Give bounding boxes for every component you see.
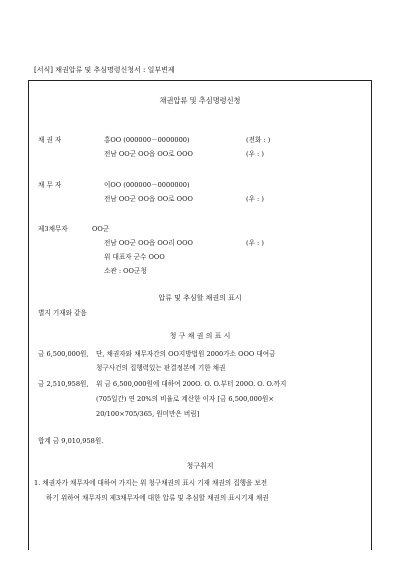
purpose-line-1: 1. 채권자가 채무자에 대하여 가지는 위 청구채권의 표시 기재 채권의 집행을 보전 [34,479,268,487]
third-debtor-jurisdiction: 소관 : OO군청 [104,267,147,275]
claim-amount-2: 금 2,510,958원, [38,380,89,388]
debtor-label: 채 무 자 [38,181,62,189]
debtor-address: 전남 OO군 OO읍 OO로 OOO [104,195,193,203]
seized-claim-title: 압류 및 추심할 채권의 표시 [158,294,242,302]
claim-desc-2-line-3: 20/100×705/365, 원미만은 버림] [96,410,200,418]
third-debtor-zip: (우 : ) [246,239,264,247]
claim-desc-1-line-2: 청구사건의 집행력있는 판결정본에 기한 채권 [96,364,226,372]
document-title: 채권압류 및 추심명령신청 [159,96,241,105]
debtor-zip: (우 : ) [246,195,264,203]
third-debtor-representative: 위 대표자 군수 OOO [104,253,165,261]
creditor-phone: (전화 : ) [246,136,271,144]
claim-desc-1-line-1: 단, 채권자와 채무자간의 OO지방법원 2000가소 OOO 대여금 [96,350,276,358]
claim-desc-2-line-1: 위 금 6,500,000원에 대하여 200O. O. O.부터 200O. O. O.까지 [96,380,287,388]
document-caption: [서식] 채권압류 및 추심명령신청서 : 일부변제 [34,66,175,74]
purpose-title: 청구취지 [186,462,214,470]
debtor-name: 이OO (000000－0000000) [104,181,190,189]
creditor-name: 홍OO (000000－0000000) [104,136,190,144]
seized-claim-note: 별지 기재와 같음 [38,309,87,317]
creditor-zip: (우 : ) [246,150,264,158]
claim-desc-2-line-2: (705일간) 연 20%의 비율로 계산한 이자 [금 6,500,000원× [96,395,274,403]
claim-total: 합계 금 9,010,958원. [38,437,104,445]
third-debtor-label: 제3채무자 [38,225,68,233]
claim-title: 청 구 채 권 의 표 시 [169,332,231,340]
purpose-line-2: 하기 위하여 채무자의 제3채무자에 대한 압류 및 추심할 채권의 표시기재 채권 [46,494,269,502]
third-debtor-address: 전남 OO군 OO읍 OO리 OOO [104,239,193,247]
third-debtor-name: OO군 [92,225,110,233]
creditor-label: 채 권 자 [38,136,62,144]
creditor-address: 전남 OO군 OO읍 OO로 OOO [104,150,193,158]
claim-amount-1: 금 6,500,000원, [38,350,89,358]
